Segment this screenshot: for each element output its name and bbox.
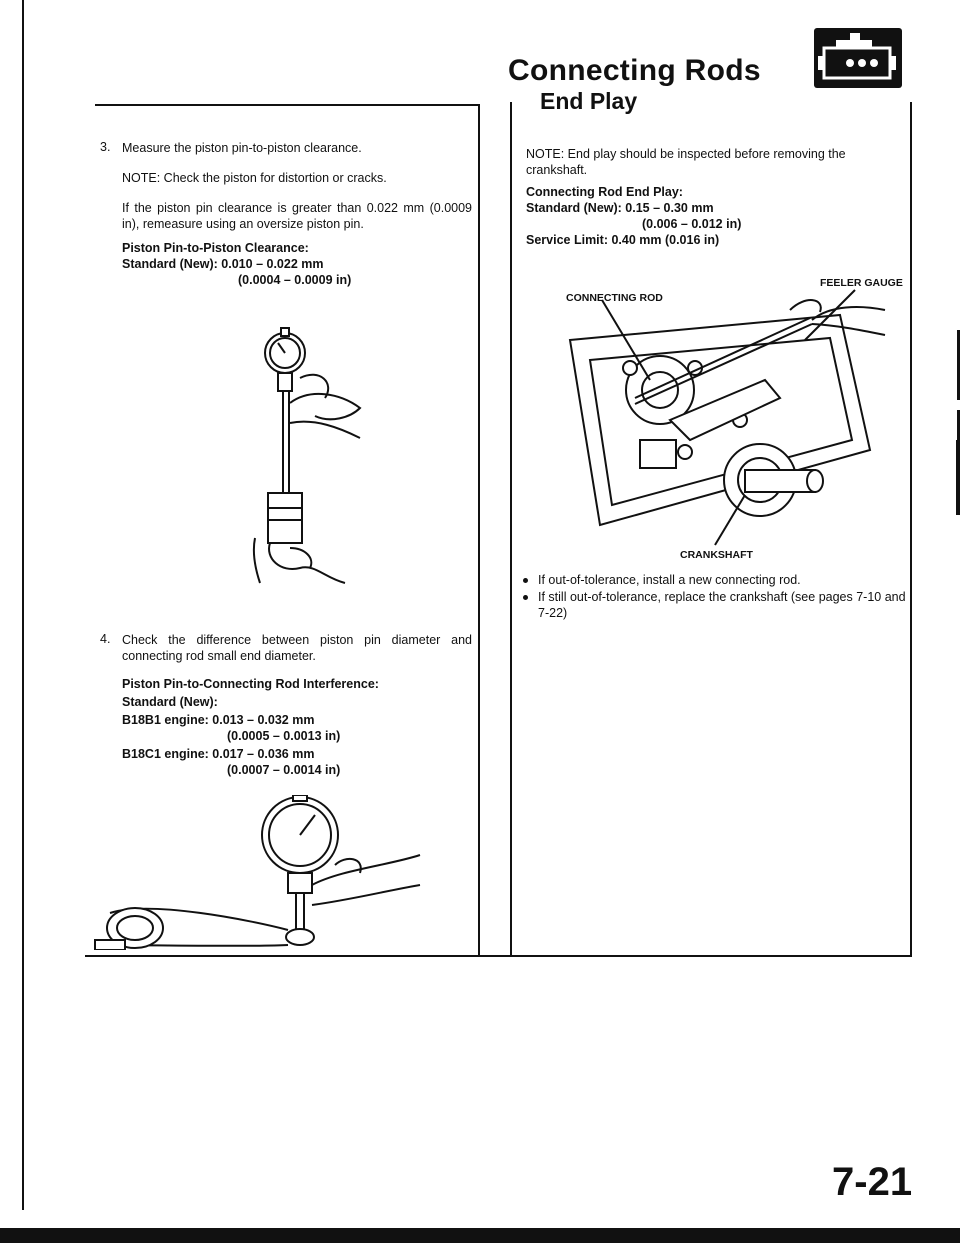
- section-title: End Play: [530, 88, 647, 115]
- engine-icon: [814, 28, 902, 88]
- spec-standard: Standard (New): 0.010 – 0.022 mm: [122, 257, 324, 271]
- page-edge-bottom: [0, 1228, 960, 1243]
- step-3-paragraph: If the piston pin clearance is greater than 0.022 mm (0.0009 in), remeasure using an oversize piston pin.: [122, 201, 472, 231]
- spec-standard-in: (0.006 – 0.012 in): [642, 217, 742, 231]
- connecting-rod-label: CONNECTING ROD: [566, 292, 663, 304]
- spec-b18c1: B18C1 engine: 0.017 – 0.036 mm: [122, 747, 315, 761]
- piston-gauge-illustration: [230, 298, 400, 588]
- spec-service-limit: Service Limit: 0.40 mm (0.016 in): [526, 233, 720, 247]
- spec-standard: Standard (New): 0.15 – 0.30 mm: [526, 201, 714, 215]
- bullet-list: [516, 572, 908, 622]
- step-3-text: Measure the piston pin-to-piston clearance.: [122, 141, 362, 155]
- step-4-text: Check the difference between piston pin diameter and connecting rod small end diameter.: [122, 633, 472, 663]
- spec-b18c1-in: (0.0007 – 0.0014 in): [227, 763, 341, 777]
- margin-mark: [956, 440, 960, 515]
- end-play-note: NOTE: End play should be inspected before removing the crankshaft.: [526, 147, 846, 177]
- page-number: 7-21: [832, 1160, 913, 1204]
- feeler-gauge-label: FEELER GAUGE: [820, 277, 903, 289]
- spec-standard: Standard (New):: [122, 695, 218, 709]
- list-item: If out-of-tolerance, install a new connecting rod.: [516, 572, 908, 588]
- spec-b18b1-in: (0.0005 – 0.0013 in): [227, 729, 341, 743]
- connecting-rod-gauge-illustration: [90, 795, 475, 950]
- page-edge-left: [22, 0, 24, 1210]
- footer-rule: [85, 955, 912, 957]
- spec-b18b1: B18B1 engine: 0.013 – 0.032 mm: [122, 713, 315, 727]
- spec-title: Connecting Rod End Play:: [526, 185, 683, 199]
- page-title: Connecting Rods: [508, 54, 761, 87]
- step-4-number: 4.: [100, 632, 111, 646]
- spec-title: Piston Pin-to-Piston Clearance:: [122, 241, 309, 255]
- spec-title: Piston Pin-to-Connecting Rod Interference:: [122, 677, 379, 691]
- list-item: If still out-of-tolerance, replace the crankshaft (see pages 7-10 and 7-22): [516, 589, 908, 621]
- end-play-illustration: [540, 280, 900, 550]
- step-3-note: NOTE: Check the piston for distortion or cracks.: [122, 171, 387, 185]
- crankshaft-label: CRANKSHAFT: [680, 549, 753, 561]
- spec-standard-in: (0.0004 – 0.0009 in): [238, 273, 352, 287]
- step-3-number: 3.: [100, 140, 111, 154]
